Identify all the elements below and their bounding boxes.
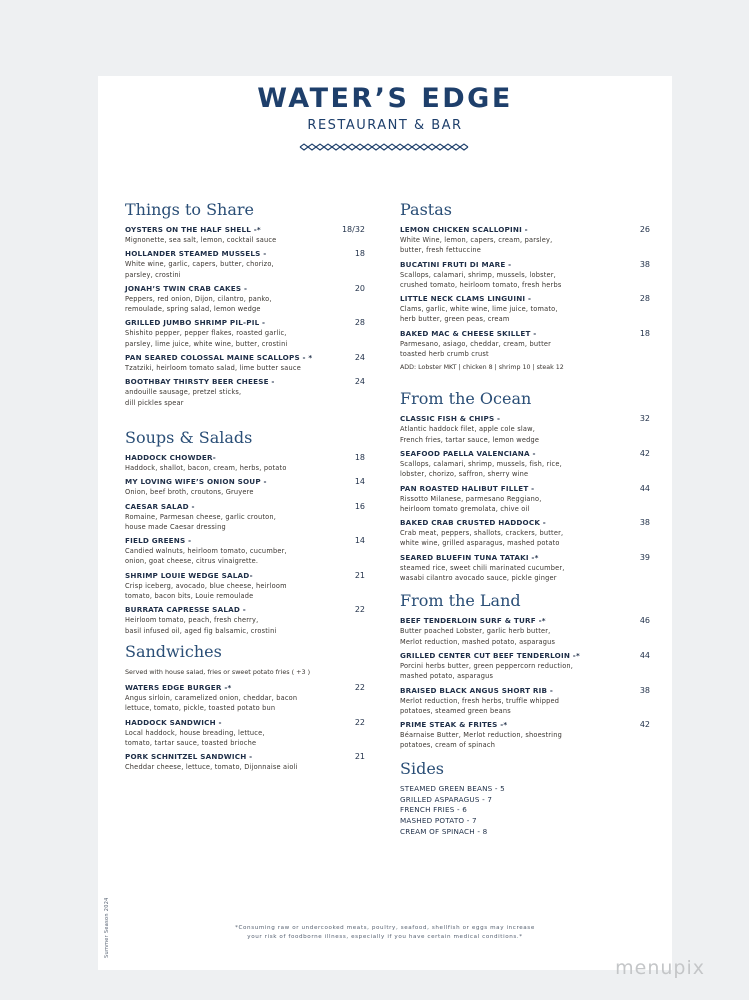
item-price: 42 xyxy=(639,720,650,730)
item-description: Mignonette, sea salt, lemon, cocktail sauce xyxy=(125,236,277,244)
item-name: BOOTHBAY THIRSTY BEER CHEESE - xyxy=(125,377,275,387)
menu-item xyxy=(125,283,365,315)
item-name: PORK SCHNITZEL SANDWICH - xyxy=(125,752,253,762)
menu-page xyxy=(98,76,672,970)
sandwich-note: Served with house salad, fries or sweet potato fries ( +3 ) xyxy=(125,667,311,676)
section-sides xyxy=(400,759,650,838)
item-price: 22 xyxy=(354,605,365,615)
item-description: Haddock, shallot, bacon, cream, herbs, potato xyxy=(125,463,287,472)
item-description: Atlantic haddock filet, apple cole slaw, French fries, tartar sauce, lemon wedge xyxy=(400,425,540,444)
item-description: Crab meat, peppers, shallots, crackers, butter, white wine, grilled asparagus, mashed potato xyxy=(400,529,564,548)
menu-item xyxy=(400,616,650,647)
item-description: White wine, garlic, capers, butter, chorizo, parsley, crostini xyxy=(125,260,274,279)
item-description: Porcini herbs butter, green peppercorn reduction, mashed potato, asparagus xyxy=(400,661,574,681)
item-price: 26 xyxy=(639,225,650,234)
item-description: Heirloom tomato, peach, fresh cherry, basil infused oil, aged fig balsamic, crostini xyxy=(125,616,277,635)
item-name: GRILLED CENTER CUT BEEF TENDERLOIN -* xyxy=(400,650,580,660)
menu-item xyxy=(125,752,365,772)
section-title: Sandwiches xyxy=(125,641,222,661)
item-name: PAN SEARED COLOSSAL MAINE SCALLOPS - * xyxy=(125,353,313,363)
menu-item xyxy=(125,536,365,567)
item-name: CAESAR SALAD - xyxy=(125,501,195,511)
section-from-the-land xyxy=(400,591,650,750)
item-name: BAKED CRAB CRUSTED HADDOCK - xyxy=(400,518,546,528)
menu-item xyxy=(400,686,650,717)
restaurant-subtitle: RESTAURANT & BAR xyxy=(307,118,463,133)
item-name: LITTLE NECK CLAMS LINGUINI - xyxy=(400,294,532,304)
item-description: Angus sirloin, caramelized onion, cheddar, bacon lettuce, tomato, pickle, toasted potato bun xyxy=(125,693,298,713)
section-title: Pastas xyxy=(400,200,452,219)
item-name: OYSTERS ON THE HALF SHELL -* xyxy=(125,225,261,234)
section-title: Things to Share xyxy=(125,200,255,219)
menu-item xyxy=(125,501,365,533)
section-from-the-ocean xyxy=(400,389,650,583)
item-price: 28 xyxy=(639,294,650,304)
side-item: GRILLED ASPARAGUS - 7 xyxy=(400,794,493,804)
watermark-logo: menupix xyxy=(615,957,705,979)
menu-item xyxy=(125,717,365,749)
item-description: Romaine, Parmesan cheese, garlic crouton, house made Caesar dressing xyxy=(125,512,277,531)
item-price: 14 xyxy=(354,536,365,546)
section-title: Soups & Salads xyxy=(125,427,253,447)
item-description: Peppers, red onion, Dijon, cilantro, panko, remoulade, spring salad, lemon wedge xyxy=(125,294,272,314)
item-description: Candied walnuts, heirloom tomato, cucumber, onion, goat cheese, citrus vinaigrette. xyxy=(125,547,287,566)
section-pastas xyxy=(400,200,650,373)
item-description: Tzatziki, heirloom tomato salad, lime butter sauce xyxy=(125,364,301,373)
side-item: STEAMED GREEN BEANS - 5 xyxy=(400,783,505,793)
item-description: Butter poached Lobster, garlic herb butter, Merlot reduction, mashed potato, asparagus xyxy=(400,627,556,646)
side-item: MASHED POTATO - 7 xyxy=(400,816,477,826)
item-description: Clams, garlic, white wine, lime juice, tomato, herb butter, green peas, cream xyxy=(400,305,558,324)
item-price: 39 xyxy=(639,552,650,562)
item-price: 21 xyxy=(354,570,365,580)
item-name: MY LOVING WIFE’S ONION SOUP - xyxy=(125,477,267,487)
item-name: CLASSIC FISH & CHIPS - xyxy=(400,414,501,424)
item-price: 21 xyxy=(354,752,365,762)
item-name: FIELD GREENS - xyxy=(125,536,192,546)
item-name: BAKED MAC & CHEESE SKILLET - xyxy=(400,328,537,338)
item-description: White Wine, lemon, capers, cream, parsley, butter, fresh fettuccine xyxy=(400,236,553,255)
item-name: BUCATINI FRUTI DI MARE - xyxy=(400,259,512,269)
item-name: HOLLANDER STEAMED MUSSELS - xyxy=(125,249,267,259)
item-price: 38 xyxy=(639,518,650,528)
menu-item xyxy=(400,720,650,751)
item-price: 18/32 xyxy=(341,225,365,234)
item-name: SEARED BLUEFIN TUNA TATAKI -* xyxy=(400,552,539,562)
item-price: 20 xyxy=(354,283,365,293)
item-description: Shishito pepper, pepper flakes, roasted garlic, parsley, lime juice, white wine, butter, crostini xyxy=(125,329,288,348)
item-name: BRAISED BLACK ANGUS SHORT RIB - xyxy=(400,685,554,695)
item-name: BURRATA CAPRESSE SALAD - xyxy=(125,605,246,615)
item-price: 42 xyxy=(639,448,650,458)
menu-header xyxy=(98,84,672,152)
item-price: 28 xyxy=(354,318,365,328)
item-price: 16 xyxy=(354,501,365,511)
menu-item xyxy=(125,249,365,280)
menu-item xyxy=(125,353,365,373)
item-description: Béarnaise Butter, Merlot reduction, shoestring potatoes, cream of spinach xyxy=(400,731,562,750)
item-price: 24 xyxy=(354,377,365,387)
item-name: SEAFOOD PAELLA VALENCIANA - xyxy=(400,448,536,458)
menu-item xyxy=(400,518,650,549)
menu-item xyxy=(400,449,650,480)
left-column xyxy=(125,200,365,776)
item-name: PRIME STEAK & FRITES -* xyxy=(400,720,508,730)
section-sandwiches xyxy=(125,641,365,772)
item-name: JONAH’S TWIN CRAB CAKES - xyxy=(125,283,248,293)
menu-item xyxy=(125,452,365,473)
item-price: 18 xyxy=(354,452,365,462)
item-price: 22 xyxy=(354,717,365,727)
menu-item xyxy=(125,377,365,408)
menu-item xyxy=(400,484,650,515)
section-title: From the Land xyxy=(400,591,521,611)
item-name: GRILLED JUMBO SHRIMP PIL-PIL - xyxy=(125,318,266,328)
menu-item xyxy=(125,682,365,714)
item-price: 38 xyxy=(639,685,650,695)
item-price: 14 xyxy=(354,477,365,487)
menu-item xyxy=(125,477,365,497)
right-column xyxy=(400,200,650,838)
pasta-addons: ADD: Lobster MKT | chicken 8 | shrimp 10 | steak 12 xyxy=(400,364,564,372)
item-name: HADDOCK SANDWICH - xyxy=(125,717,222,727)
item-price: 44 xyxy=(639,650,650,660)
item-price: 46 xyxy=(639,616,650,626)
item-name: LEMON CHICKEN SCALLOPINI - xyxy=(400,225,528,234)
item-description: Local haddock, house breading, lettuce, tomato, tartar sauce, toasted brioche xyxy=(125,728,265,747)
item-description: Parmesano, asiago, cheddar, cream, butter toasted herb crumb crust xyxy=(400,339,552,359)
item-price: 18 xyxy=(354,249,365,259)
item-description: andouille sausage, pretzel sticks, dill pickles spear xyxy=(125,388,242,407)
item-name: BEEF TENDERLOIN SURF & TURF -* xyxy=(400,616,546,626)
item-description: Rissotto Milanese, parmesano Reggiano, heirloom tomato gremolata, chive oil xyxy=(400,494,542,513)
item-price: 22 xyxy=(354,682,365,692)
disclaimer-line-1: *Consuming raw or undercooked meats, poultry, seafood, shellfish or eggs may increase xyxy=(235,925,535,931)
item-description: Merlot reduction, fresh herbs, truffle whipped potatoes, steamed green beans xyxy=(400,696,560,715)
menu-item xyxy=(400,225,650,256)
menu-item xyxy=(400,414,650,445)
section-soups-salads xyxy=(125,427,365,636)
menu-item xyxy=(125,605,365,636)
menu-item xyxy=(400,553,650,584)
item-description: Crisp iceberg, avocado, blue cheese, heirloom tomato, bacon bits, Louie remoulade xyxy=(125,581,287,601)
item-name: SHRIMP LOUIE WEDGE SALAD- xyxy=(125,570,253,580)
item-description: Onion, beef broth, croutons, Gruyere xyxy=(125,488,254,497)
item-name: PAN ROASTED HALIBUT FILLET - xyxy=(400,483,535,493)
section-title: Sides xyxy=(400,758,444,778)
menu-item xyxy=(125,225,365,245)
menu-item xyxy=(400,651,650,682)
item-name: WATERS EDGE BURGER -* xyxy=(125,682,232,692)
item-description: Scallops, calamari, shrimp, mussels, fish, rice, lobster, chorizo, saffron, sherry wine xyxy=(400,459,562,479)
wave-ornament xyxy=(298,142,472,152)
side-item: CREAM OF SPINACH - 8 xyxy=(400,826,488,836)
season-label: Summer Season 2024 xyxy=(104,897,110,958)
section-things-to-share xyxy=(125,200,365,408)
item-price: 44 xyxy=(639,483,650,493)
menu-item xyxy=(400,329,650,360)
item-description: Cheddar cheese, lettuce, tomato, Dijonnaise aioli xyxy=(125,763,298,772)
side-item: FRENCH FRIES - 6 xyxy=(400,805,468,815)
item-price: 24 xyxy=(354,353,365,363)
item-description: Scallops, calamari, shrimp, mussels, lobster, crushed tomato, heirloom tomato, fresh herbs xyxy=(400,270,562,289)
health-disclaimer xyxy=(98,924,672,942)
item-description: steamed rice, sweet chili marinated cucumber, wasabi cilantro avocado sauce, pickle ginger xyxy=(400,563,565,583)
item-price: 32 xyxy=(639,414,650,424)
disclaimer-line-2: your risk of foodborne illness, especially if you have certain medical conditions.* xyxy=(247,934,523,940)
menu-item xyxy=(125,318,365,349)
menu-item xyxy=(400,260,650,291)
section-title: From the Ocean xyxy=(400,389,532,409)
menu-item xyxy=(125,570,365,602)
item-price: 18 xyxy=(639,328,650,338)
item-price: 38 xyxy=(639,259,650,269)
item-name: HADDOCK CHOWDER- xyxy=(125,452,216,462)
menu-item xyxy=(400,294,650,325)
restaurant-name: WATER’S EDGE xyxy=(257,83,513,114)
